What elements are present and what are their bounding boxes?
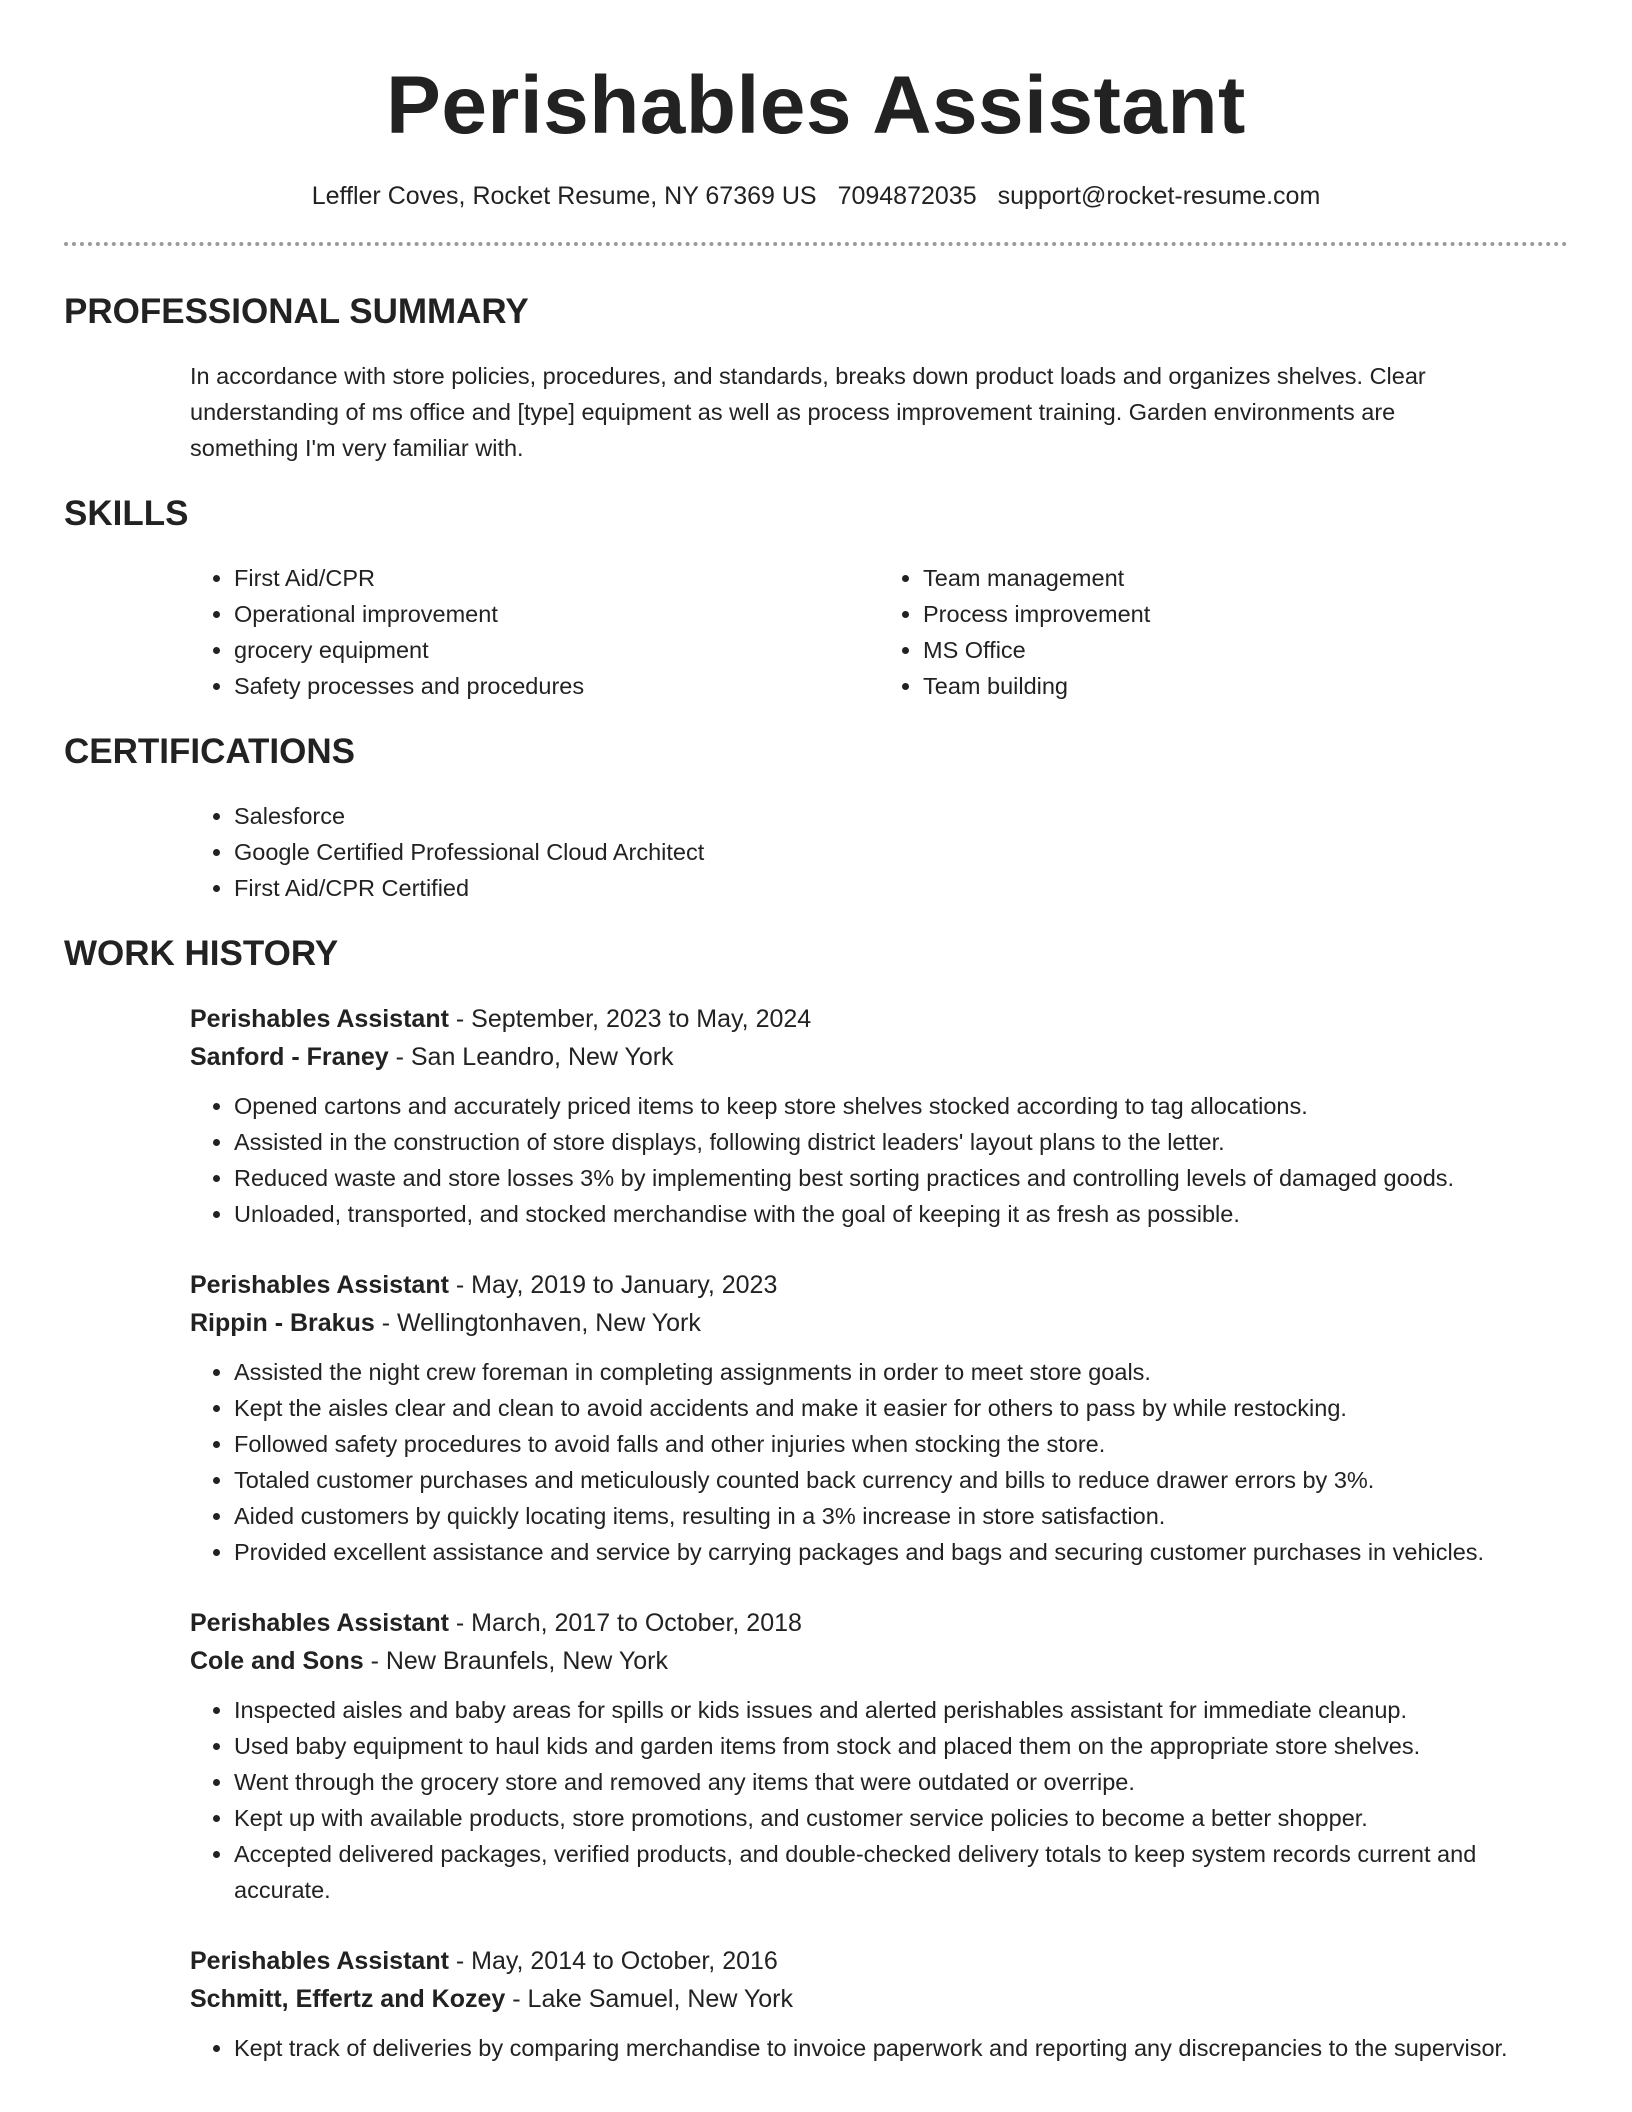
job-bullet: • Unloaded, transported, and stocked merchandise with the goal of keeping it as fresh as possible. <box>234 1196 1568 1232</box>
skill-item: • Team management <box>923 560 1568 596</box>
job-bullet: • Accepted delivered packages, verified products, and double-checked delivery totals to keep system records current and accurate. <box>234 1836 1568 1908</box>
job-dates: - September, 2023 to May, 2024 <box>448 1005 812 1033</box>
job-bullet: • Followed safety procedures to avoid falls and other injuries when stocking the store. <box>234 1426 1568 1462</box>
job-bullet: • Totaled customer purchases and meticulously counted back currency and bills to reduce drawer errors by 3%. <box>234 1462 1568 1498</box>
skill-item: • Team building <box>923 668 1568 704</box>
skills-list-left <box>190 560 879 704</box>
job-role: Perishables Assistant <box>190 1609 449 1637</box>
job-location: - Wellingtonhaven, New York <box>374 1309 701 1337</box>
job-company: Rippin - Brakus <box>190 1309 375 1337</box>
job-location: - Lake Samuel, New York <box>505 1985 793 2013</box>
work-history-title: WORK HISTORY <box>64 934 339 973</box>
skill-item: • Safety processes and procedures <box>234 668 879 704</box>
job-role: Perishables Assistant <box>190 1271 449 1299</box>
certifications-title: CERTIFICATIONS <box>64 732 356 771</box>
job-dates: - May, 2014 to October, 2016 <box>448 1947 778 1975</box>
job-bullet: • Reduced waste and store losses 3% by implementing best sorting practices and controlling levels of damaged goods. <box>234 1160 1568 1196</box>
summary-text: In accordance with store policies, procedures, and standards, breaks down product loads and organizes shelves. Clear understanding of ms office and [type] equipment as well as process improvement training. Garden environments are something I'm very familiar with. <box>190 363 1426 461</box>
certification-item: • Salesforce <box>234 798 1568 834</box>
skills-title: SKILLS <box>64 494 189 533</box>
contact-line <box>64 178 1568 214</box>
job-entry <box>190 1266 1568 1570</box>
job-bullet: • Aided customers by quickly locating items, resulting in a 3% increase in store satisfaction. <box>234 1498 1568 1534</box>
job-entry <box>190 1942 1568 2066</box>
certification-item: • Google Certified Professional Cloud Architect <box>234 834 1568 870</box>
skill-item: • First Aid/CPR <box>234 560 879 596</box>
certification-item: • First Aid/CPR Certified <box>234 870 1568 906</box>
job-bullets <box>190 1088 1568 1232</box>
job-dates: - May, 2019 to January, 2023 <box>448 1271 778 1299</box>
job-title-line <box>190 1942 1568 1980</box>
job-bullet: • Assisted in the construction of store displays, following district leaders' layout plans to the letter. <box>234 1124 1568 1160</box>
job-bullets <box>190 1354 1568 1570</box>
job-location: - San Leandro, New York <box>388 1043 674 1071</box>
job-role: Perishables Assistant <box>190 1947 449 1975</box>
job-company-line <box>190 1642 1568 1680</box>
job-bullet: • Opened cartons and accurately priced items to keep store shelves stocked according to tag allocations. <box>234 1088 1568 1124</box>
contact-phone: 7094872035 <box>837 182 977 210</box>
skills-grid <box>190 560 1568 704</box>
job-bullet: • Inspected aisles and baby areas for spills or kids issues and alerted perishables assistant for immediate cleanup. <box>234 1692 1568 1728</box>
candidate-name: Perishables Assistant <box>386 60 1246 151</box>
job-title-line <box>190 1000 1568 1038</box>
job-company-line <box>190 1980 1568 2018</box>
job-location: - New Braunfels, New York <box>363 1647 668 1675</box>
job-bullet: • Used baby equipment to haul kids and garden items from stock and placed them on the appropriate store shelves. <box>234 1728 1568 1764</box>
job-title-line <box>190 1266 1568 1304</box>
job-title-line <box>190 1604 1568 1642</box>
job-entry <box>190 1000 1568 1232</box>
certifications-section <box>64 730 1568 906</box>
job-bullet: • Kept track of deliveries by comparing merchandise to invoice paperwork and reporting any discrepancies to the supervisor. <box>234 2030 1568 2066</box>
job-company-line <box>190 1038 1568 1076</box>
summary-section <box>64 290 1568 466</box>
job-company: Cole and Sons <box>190 1647 364 1675</box>
job-dates: - March, 2017 to October, 2018 <box>448 1609 802 1637</box>
job-bullet: • Assisted the night crew foreman in completing assignments in order to meet store goals. <box>234 1354 1568 1390</box>
job-company: Schmitt, Effertz and Kozey <box>190 1985 506 2013</box>
header-divider <box>64 242 1568 246</box>
job-bullet: • Went through the grocery store and removed any items that were outdated or overripe. <box>234 1764 1568 1800</box>
resume-page <box>64 0 1568 2066</box>
skills-list-right <box>879 560 1568 704</box>
contact-address: Leffler Coves, Rocket Resume, NY 67369 US <box>311 182 817 210</box>
summary-title: PROFESSIONAL SUMMARY <box>64 292 529 331</box>
job-bullet: • Kept up with available products, store promotions, and customer service policies to become a better shopper. <box>234 1800 1568 1836</box>
contact-email: support@rocket-resume.com <box>997 182 1321 210</box>
certifications-list <box>190 798 1568 906</box>
job-bullet: • Kept the aisles clear and clean to avoid accidents and make it easier for others to pass by while restocking. <box>234 1390 1568 1426</box>
job-role: Perishables Assistant <box>190 1005 449 1033</box>
job-bullets <box>190 2030 1568 2066</box>
skill-item: • grocery equipment <box>234 632 879 668</box>
work-history-section <box>64 932 1568 2066</box>
job-entry <box>190 1604 1568 1908</box>
skill-item: • Process improvement <box>923 596 1568 632</box>
skill-item: • Operational improvement <box>234 596 879 632</box>
job-bullet: • Provided excellent assistance and service by carrying packages and bags and securing customer purchases in vehicles. <box>234 1534 1568 1570</box>
skill-item: • MS Office <box>923 632 1568 668</box>
job-company-line <box>190 1304 1568 1342</box>
job-company: Sanford - Franey <box>190 1043 389 1071</box>
job-bullets <box>190 1692 1568 1908</box>
skills-section <box>64 492 1568 704</box>
